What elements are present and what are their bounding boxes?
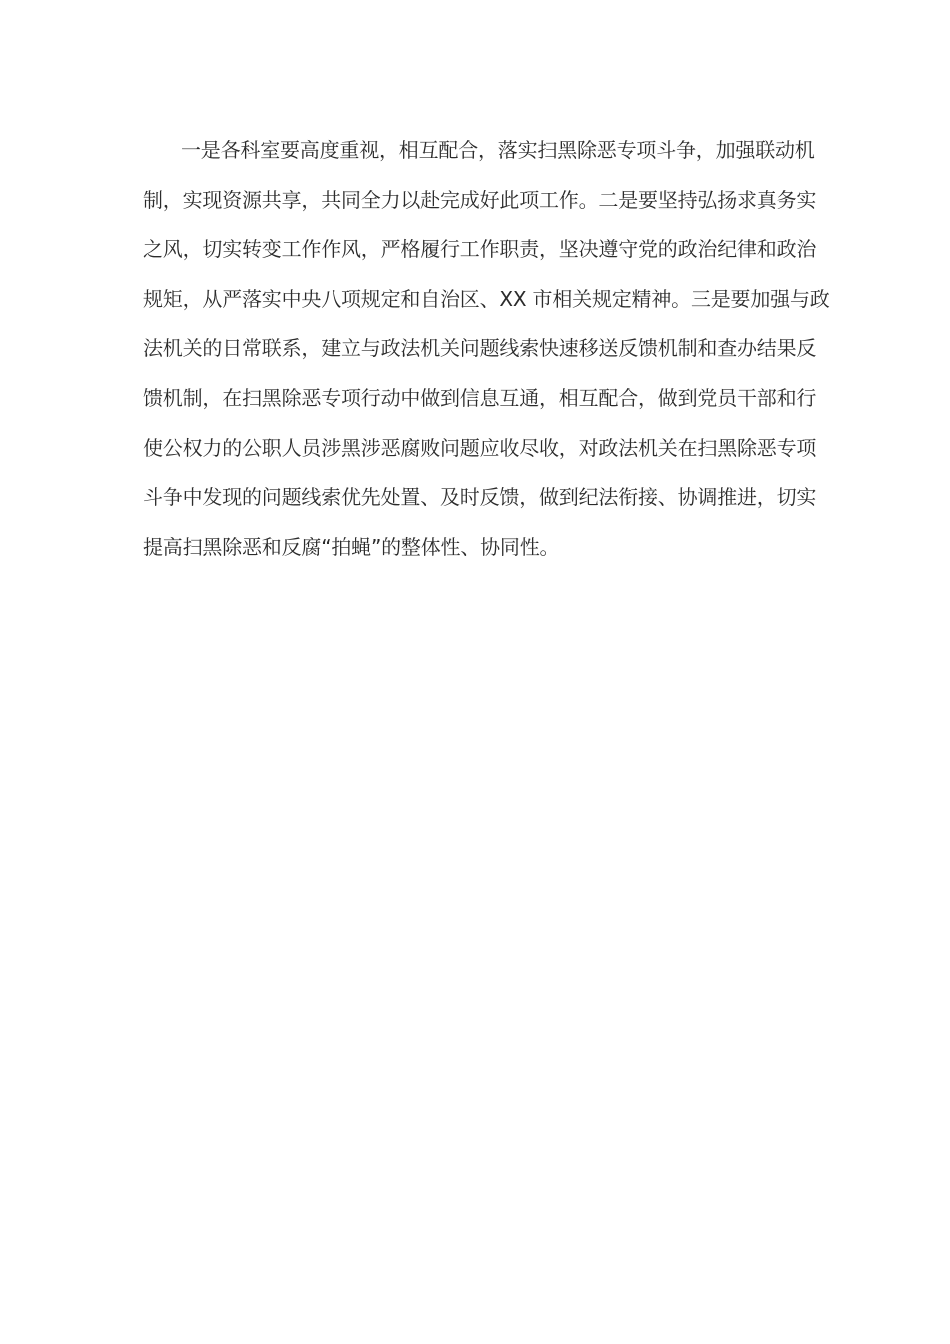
paragraph-line-9: 提高扫黑除恶和反腐“拍蝇”的整体性、协同性。	[143, 534, 560, 559]
paragraph-line-2: 制，实现资源共享，共同全力以赴完成好此项工作。二是要坚持弘扬求真务实	[143, 187, 817, 212]
body-paragraph	[143, 134, 830, 580]
paragraph-line-4: 规矩，从严落实中央八项规定和自治区、XX 市相关规定精神。三是要加强与政	[143, 286, 830, 311]
paragraph-line-7: 使公权力的公职人员涉黑涉恶腐败问题应收尽收，对政法机关在扫黑除恶专项	[143, 435, 817, 460]
paragraph-line-8: 斗争中发现的问题线索优先处置、及时反馈，做到纪法衔接、协调推进，切实	[143, 485, 817, 510]
paragraph-line-6: 馈机制，在扫黑除恶专项行动中做到信息互通，相互配合，做到党员干部和行	[143, 385, 817, 410]
paragraph-line-5: 法机关的日常联系，建立与政法机关问题线索快速移送反馈机制和查办结果反	[143, 336, 817, 361]
paragraph-line-3: 之风，切实转变工作作风，严格履行工作职责，坚决遵守党的政治纪律和政治	[143, 237, 817, 262]
paragraph-line-1: 一是各科室要高度重视，相互配合，落实扫黑除恶专项斗争，加强联动机	[181, 138, 815, 162]
